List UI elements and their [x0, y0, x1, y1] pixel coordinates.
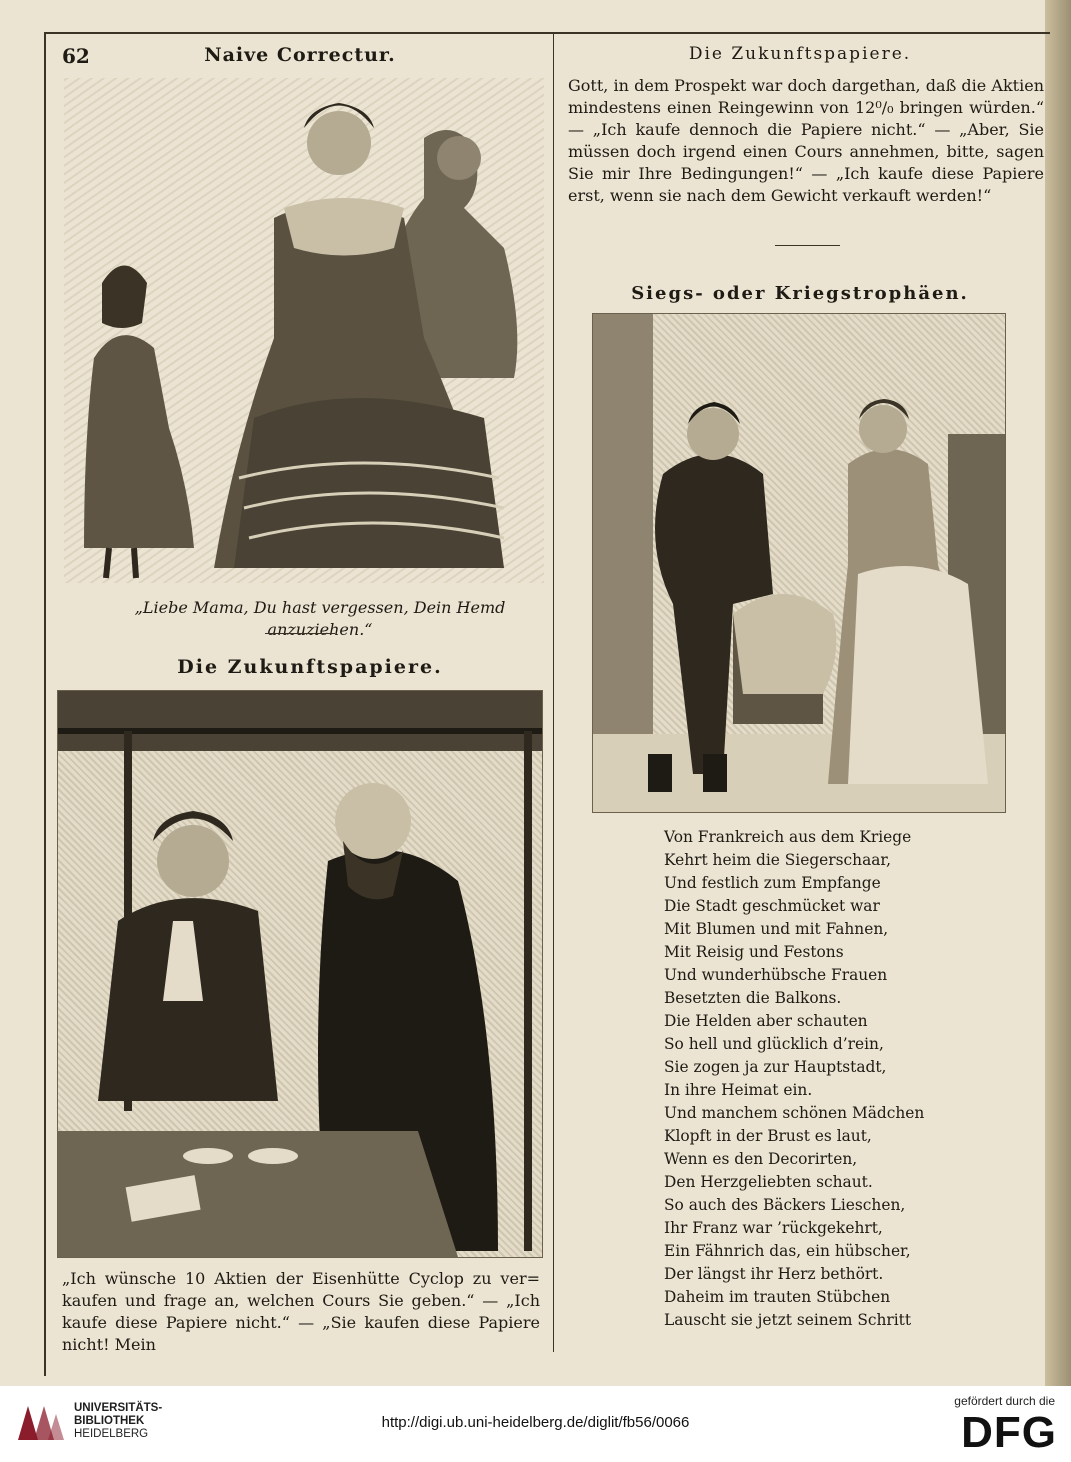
- poem-line: So hell und glücklich d’rein,: [664, 1035, 884, 1053]
- poem-line: Den Herzgeliebten schaut.: [664, 1173, 873, 1191]
- permalink-url[interactable]: http://digi.ub.uni-heidelberg.de/diglit/fb56/0066: [381, 1414, 690, 1431]
- poem-line: Ein Fähnrich das, ein hübscher,: [664, 1242, 911, 1260]
- poem-line: Kehrt heim die Siegerschaar,: [664, 851, 891, 869]
- illustration-bank-counter: [57, 690, 543, 1258]
- body-text-left: „Ich wünsche 10 Aktien der Eisenhütte Cyclop zu ver= kaufen und frage an, welchen Cours Sie geben.“ — „Ich kaufe diese Papiere nicht.“ — „Sie kaufen diese Papiere nicht! Mein: [62, 1269, 540, 1354]
- poem-line: Der längst ihr Herz bethört.: [664, 1265, 884, 1283]
- poem-line: Die Stadt geschmücket war: [664, 897, 880, 915]
- poem-line: Und wunderhübsche Frauen: [664, 966, 888, 984]
- section-title-zukunftspapiere: Die Zukunftspapiere.: [177, 656, 443, 678]
- illustration-mama-and-child: [64, 78, 544, 583]
- body-text-right: Gott, in dem Prospekt war doch dargethan, daß die Aktien mindestens einen Reingewinn von 12⁰/₀ bringen würden.“ — „Ich kaufe dennoch die Papiere nicht.“ — „Aber, Sie müssen doch irgend einen Cours annehmen, bitte, sagen Sie mir Ihre Bedingungen!“ — „Ich kaufe diese Papiere erst, wenn sie nach dem Gewicht verkauft werden!“: [568, 76, 1044, 205]
- illustration-soldier-and-woman: [592, 313, 1006, 813]
- poem-line: Besetzten die Balkons.: [664, 989, 842, 1007]
- poem-line: Sie zogen ja zur Hauptstadt,: [664, 1058, 887, 1076]
- university-line: HEIDELBERG: [74, 1428, 149, 1440]
- poem-line: Die Helden aber schauten: [664, 1012, 868, 1030]
- running-title-right: Die Zukunftspapiere.: [688, 44, 912, 64]
- column-divider: [553, 32, 554, 1352]
- section-title-kriegstrophaeen: Siegs- oder Kriegstrophäen.: [631, 283, 969, 304]
- title-naive-correctur: Naive Correctur.: [204, 44, 396, 66]
- poem-line: So auch des Bäckers Lieschen,: [664, 1196, 906, 1214]
- section-rule: [265, 633, 335, 634]
- caption-naive-correctur: „Liebe Mama, Du hast vergessen, Dein Hemd anzuziehen.“: [134, 598, 506, 639]
- poem-line: Und festlich zum Empfange: [664, 874, 881, 892]
- poem-line: Wenn es den Decorirten,: [664, 1150, 858, 1168]
- page-number: 62: [62, 44, 90, 68]
- poem-siegstrophaeen: [664, 826, 984, 1332]
- dfg-logo[interactable]: DFG: [961, 1408, 1057, 1457]
- section-rule-right: [775, 245, 840, 246]
- poem-line: Lauscht sie jetzt seinem Schritt: [664, 1311, 912, 1329]
- dfg-funding-label: gefördert durch die: [954, 1394, 1055, 1408]
- poem-line: Ihr Franz war ’rückgekehrt,: [664, 1219, 883, 1237]
- university-line: BIBLIOTHEK: [74, 1415, 145, 1427]
- poem-line: Und manchem schönen Mädchen: [664, 1104, 925, 1122]
- poem-line: Daheim im trauten Stübchen: [664, 1288, 891, 1306]
- poem-line: Von Frankreich aus dem Kriege: [664, 828, 912, 846]
- poem-line: Mit Reisig und Festons: [664, 943, 844, 961]
- poem-line: In ihre Heimat ein.: [664, 1081, 813, 1099]
- poem-line: Mit Blumen und mit Fahnen,: [664, 920, 889, 938]
- viewer-footer: [0, 1386, 1071, 1462]
- poem-line: Klopft in der Brust es laut,: [664, 1127, 872, 1145]
- university-line: UNIVERSITÄTS-: [74, 1402, 163, 1414]
